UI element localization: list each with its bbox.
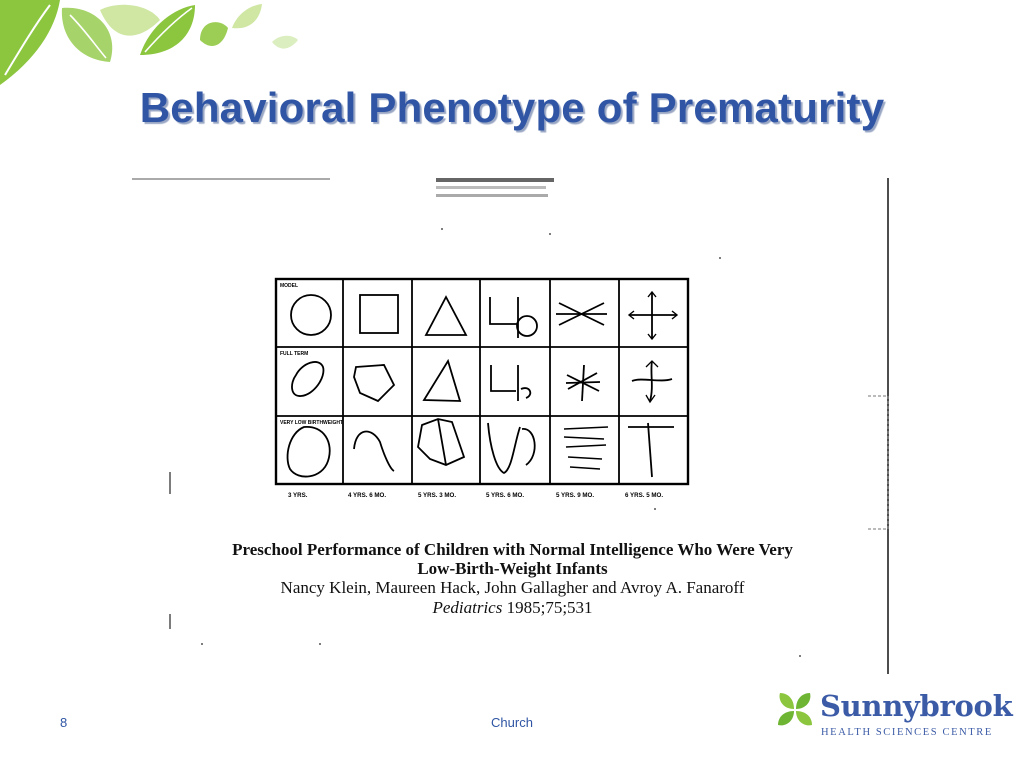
column-age-label: 5 YRS. 3 MO. xyxy=(418,492,457,499)
fullterm-square xyxy=(354,365,394,401)
citation-title-line1: Preschool Performance of Children with Normal Intelligence Who Were Very xyxy=(232,540,793,559)
citation xyxy=(170,540,855,618)
vlbw-triangle xyxy=(418,419,464,465)
model-arrow-cross xyxy=(629,292,677,339)
column-age-label: 4 YRS. 6 MO. xyxy=(348,492,387,499)
column-age-label: 3 YRS. xyxy=(288,492,308,499)
model-letter-figure xyxy=(490,297,537,338)
column-age-label: 5 YRS. 9 MO. xyxy=(556,492,595,499)
footer-text: Church xyxy=(491,715,533,730)
drawings-figure xyxy=(274,277,694,509)
fullterm-letter-figure xyxy=(491,365,530,401)
citation-details: 1985;75;531 xyxy=(506,598,593,617)
vlbw-square xyxy=(354,432,394,471)
vlbw-star-lines xyxy=(564,427,608,469)
row-label-full-term: FULL TERM xyxy=(280,351,309,357)
column-age-label: 5 YRS. 6 MO. xyxy=(486,492,525,499)
leaf-icon xyxy=(100,5,160,36)
vlbw-arrow-cross xyxy=(628,423,674,477)
model-triangle xyxy=(426,297,466,335)
leaf-icon xyxy=(200,22,228,46)
logo-name: Sunnybrook xyxy=(820,689,1013,723)
slide-title: Behavioral Phenotype of Prematurity xyxy=(139,84,885,131)
citation-journal xyxy=(170,598,855,618)
model-circle xyxy=(291,295,331,335)
fullterm-arrow-cross xyxy=(632,361,672,402)
fullterm-star xyxy=(566,365,600,401)
leaf-icon xyxy=(0,0,60,85)
citation-title-line2: Low-Birth-Weight Infants xyxy=(417,559,608,578)
logo-subtitle: HEALTH SCIENCES CENTRE xyxy=(821,727,993,738)
fullterm-circle xyxy=(292,362,323,396)
model-square xyxy=(360,295,398,333)
page-number: 8 xyxy=(60,715,68,730)
leaf-icon xyxy=(272,36,298,49)
vlbw-circle xyxy=(288,427,330,477)
leaf-icon xyxy=(232,4,262,28)
leaf-cluster-icon xyxy=(776,691,814,729)
column-age-label: 6 YRS. 5 MO. xyxy=(625,492,664,499)
vlbw-letter-figure xyxy=(488,423,535,473)
citation-authors: Nancy Klein, Maureen Hack, John Gallagher and Avroy A. Fanaroff xyxy=(280,578,745,597)
row-label-very-low-birthweight: VERY LOW BIRTHWEIGHT xyxy=(280,420,344,426)
row-label-model: MODEL xyxy=(280,283,299,289)
model-star-cross xyxy=(556,303,607,325)
citation-journal-name: Pediatrics xyxy=(432,598,503,617)
figure-border xyxy=(276,279,688,484)
fullterm-triangle xyxy=(424,361,460,401)
